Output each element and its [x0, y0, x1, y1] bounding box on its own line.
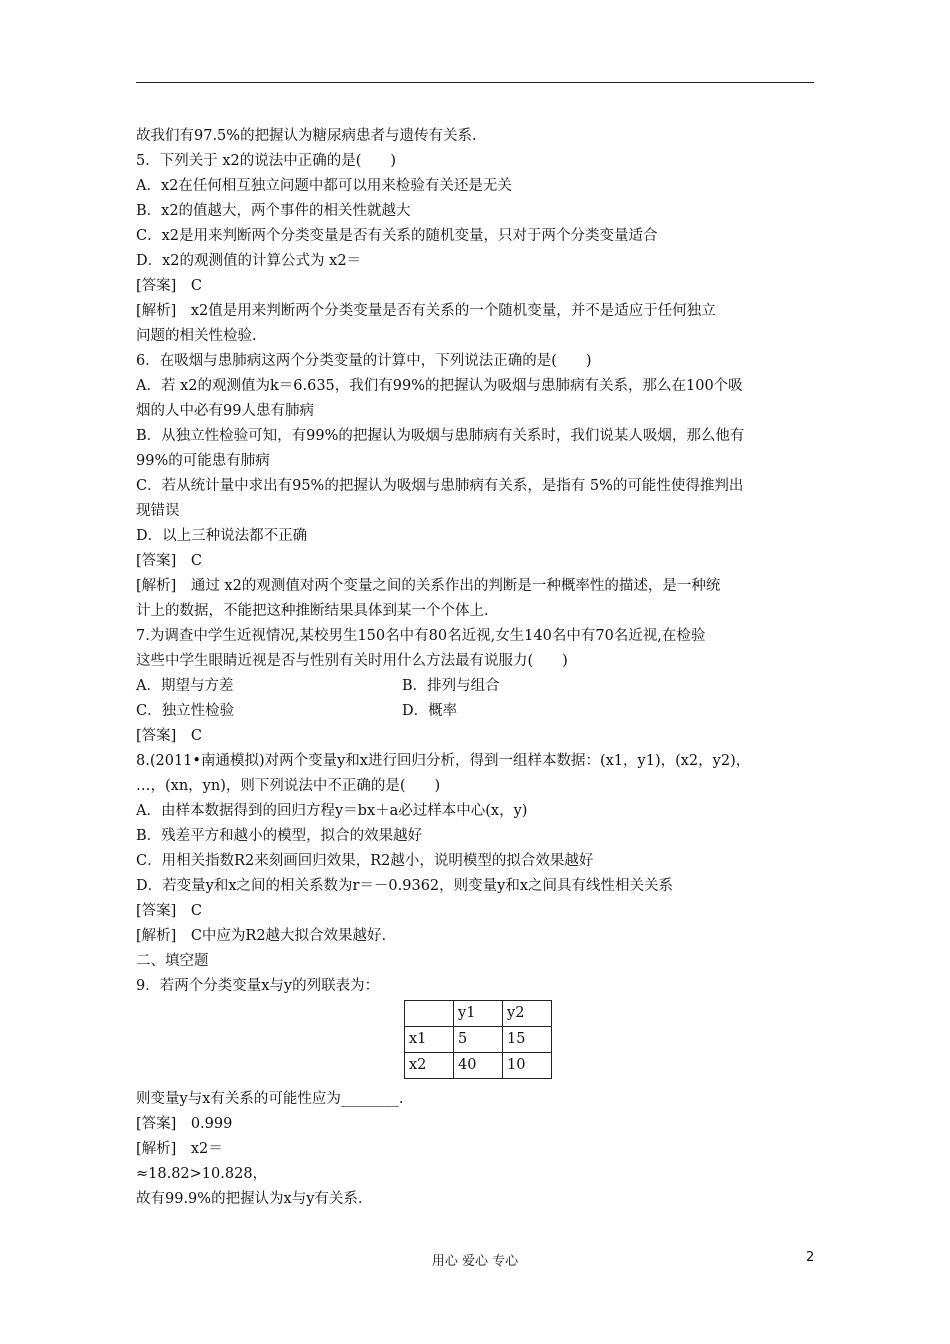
- table-cell: x2: [405, 1053, 454, 1079]
- text-line: D．若变量y和x之间的相关系数为r＝－0.9362，则变量y和x之间具有线性相关关系: [136, 878, 674, 894]
- text-line: 这些中学生眼睛近视是否与性别有关时用什么方法最有说服力( ): [136, 653, 568, 669]
- text-line: 烟的人中必有99人患有肺病: [136, 403, 314, 419]
- text-line: [答案] C: [136, 728, 202, 744]
- table-cell: y2: [503, 1001, 552, 1027]
- table-cell: 40: [454, 1053, 503, 1079]
- table-cell: 15: [503, 1027, 552, 1053]
- table-cell: 10: [503, 1053, 552, 1079]
- q7-option-b: B．排列与组合: [402, 678, 500, 694]
- text-line: C．若从统计量中求出有95%的把握认为吸烟与患肺病有关系，是指有 5%的可能性使得推判出: [136, 478, 744, 494]
- header-rule: [136, 82, 814, 83]
- text-line: 则变量y与x有关系的可能性应为________.: [136, 1091, 404, 1107]
- text-line: [解析] 通过 x2的观测值对两个变量之间的关系作出的判断是一种概率性的描述，是一种统: [136, 578, 721, 594]
- text-line: 9．若两个分类变量x与y的列联表为：: [136, 978, 380, 994]
- q7-option-c: C．独立性检验: [136, 703, 235, 719]
- text-line: [解析] x2值是用来判断两个分类变量是否有关系的一个随机变量，并不是适应于任何独立: [136, 303, 716, 319]
- text-block-b: [136, 724, 816, 999]
- text-line: [答案] C: [136, 278, 202, 294]
- text-line: B．从独立性检验可知，有99%的把握认为吸烟与患肺病有关系时，我们说某人吸烟，那么他有: [136, 428, 745, 444]
- text-line: A．若 x2的观测值为k＝6.635，我们有99%的把握认为吸烟与患肺病有关系，那么在100个吸: [136, 378, 743, 394]
- text-line: B．x2的值越大，两个事件的相关性就越大: [136, 203, 411, 219]
- text-line: D．x2的观测值的计算公式为 x2＝: [136, 253, 362, 269]
- text-line: D．以上三种说法都不正确: [136, 528, 308, 544]
- text-line: A．x2在任何相互独立问题中都可以用来检验有关还是无关: [136, 178, 512, 194]
- text-line: 二、填空题: [136, 953, 209, 969]
- text-block-a: [136, 124, 816, 674]
- text-line: [答案] 0.999: [136, 1116, 233, 1132]
- text-line: B．残差平方和越小的模型，拟合的效果越好: [136, 828, 423, 844]
- table-row: [405, 1053, 552, 1079]
- text-line: 8.(2011•南通模拟)对两个变量y和x进行回归分析，得到一组样本数据：(x1，y1)，(x2，y2)，: [136, 753, 751, 769]
- contingency-table: [404, 1000, 552, 1079]
- text-line: A．由样本数据得到的回归方程y＝bx＋a必过样本中心(x，y): [136, 803, 528, 819]
- q7-option-d: D．概率: [402, 703, 458, 719]
- page-footer: 用心 爱心 专心: [431, 1254, 519, 1269]
- contingency-table-wrapper: [136, 999, 816, 1087]
- text-block-c: [136, 1087, 816, 1212]
- text-line: 5．下列关于 x2的说法中正确的是( ): [136, 153, 397, 169]
- text-line: 现错误: [136, 503, 180, 519]
- q7-option-a: A．期望与方差: [136, 678, 234, 694]
- text-line: 7.为调查中学生近视情况,某校男生150名中有80名近视,女生140名中有70名近视,在检验: [136, 628, 706, 644]
- document-body: [136, 124, 816, 1212]
- page-number: 2: [806, 1250, 815, 1265]
- text-line: ≈18.82>10.828，: [136, 1166, 268, 1182]
- text-line: [答案] C: [136, 553, 202, 569]
- table-cell: [405, 1001, 454, 1027]
- text-line: 故有99.9%的把握认为x与y有关系.: [136, 1191, 363, 1207]
- text-line: 问题的相关性检验.: [136, 328, 257, 344]
- text-line: [解析] x2＝: [136, 1141, 223, 1157]
- text-line: C．x2是用来判断两个分类变量是否有关系的随机变量，只对于两个分类变量适合: [136, 228, 658, 244]
- text-line: 计上的数据，不能把这种推断结果具体到某一个个体上.: [136, 603, 489, 619]
- text-line: [答案] C: [136, 903, 202, 919]
- q7-options: [136, 674, 816, 724]
- table-row: [405, 1027, 552, 1053]
- table-row: [405, 1001, 552, 1027]
- table-cell: x1: [405, 1027, 454, 1053]
- text-line: 故我们有97.5%的把握认为糖尿病患者与遗传有关系.: [136, 128, 477, 144]
- table-cell: 5: [454, 1027, 503, 1053]
- text-line: [解析] C中应为R2越大拟合效果越好.: [136, 928, 387, 944]
- q7-options-row-2: [136, 699, 816, 724]
- text-line: 99%的可能患有肺病: [136, 453, 270, 469]
- text-line: 6．在吸烟与患肺病这两个分类变量的计算中，下列说法正确的是( ): [136, 353, 592, 369]
- text-line: …，(xn，yn)，则下列说法中不正确的是( ): [136, 778, 441, 794]
- text-line: C．用相关指数R2来刻画回归效果，R2越小，说明模型的拟合效果越好: [136, 853, 594, 869]
- table-cell: y1: [454, 1001, 503, 1027]
- q7-options-row-1: [136, 674, 816, 699]
